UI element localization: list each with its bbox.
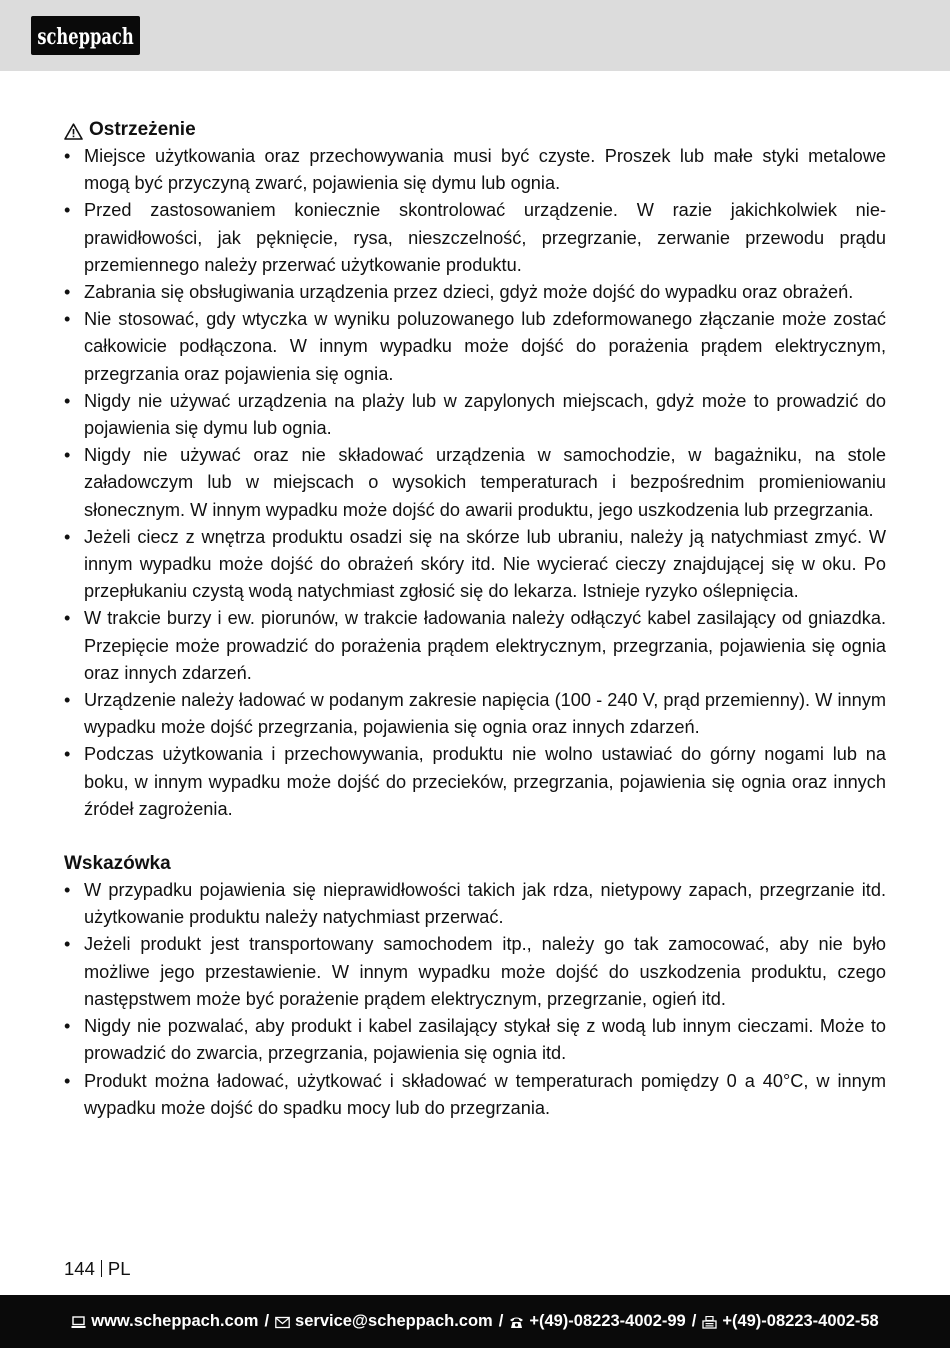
footer-fax[interactable]	[702, 1312, 878, 1331]
list-item: • Produkt można ładować, użytkować i składować w temperaturach pomiędzy 0 a 40°C, w innym wypadku może dojść do spadku mocy lub do przegrzania.	[64, 1068, 886, 1122]
bullet: •	[64, 146, 71, 166]
bullet: •	[64, 282, 71, 303]
list-item: • Nigdy nie używać oraz nie składować urządzenia w samochodzie, w bagażniku, na stole załadowczym lub w miejscach o wysokich temperaturach i bezpośrednim promieniowaniu słonecznym. W innym wypadku może dojść do awarii produktu, jego uszkodzenia lub przegrzania.	[64, 442, 886, 524]
footer-separator: /	[691, 1312, 697, 1330]
list-item: • Urządzenie należy ładować w podanym zakresie napięcia (100 - 240 V, prąd przemienny). W innym wypadku może dojść przegrzania, pojawienia się ognia oraz innych zdarzeń.	[64, 687, 886, 741]
footer-separator: /	[264, 1312, 270, 1330]
note-list	[64, 877, 886, 1122]
bullet: •	[64, 1070, 71, 1091]
list-item: • Nie stosować, gdy wtyczka w wyniku poluzowanego lub zdeformowanego złączanie może zostać całkowicie podłączona. W innym wypadku może dojść do porażenia prądem elektrycznym, przegrzania oraz pojawienia się ognia.	[64, 306, 886, 388]
bullet: •	[64, 690, 71, 711]
website-link[interactable]: www.scheppach.com	[91, 1312, 259, 1330]
warning-title: Ostrzeżenie	[89, 119, 196, 140]
page-header	[0, 0, 950, 71]
phone-icon	[509, 1315, 524, 1328]
bullet: •	[64, 744, 71, 765]
page-footer	[0, 1295, 950, 1348]
note-title: Wskazówka	[64, 853, 171, 875]
page-content	[64, 116, 886, 1122]
warning-heading	[64, 116, 886, 143]
bullet: •	[64, 880, 71, 901]
bullet: •	[64, 445, 71, 466]
footer-separator: /	[498, 1312, 504, 1330]
bullet: •	[64, 309, 71, 330]
bullet: •	[64, 390, 71, 411]
phone-number[interactable]: +(49)-08223-4002-99	[529, 1312, 686, 1330]
logo-wordmark	[34, 20, 137, 52]
page-number	[64, 1255, 131, 1282]
page-language: PL	[107, 1258, 131, 1279]
page-number-divider	[101, 1260, 102, 1277]
scheppach-logo	[31, 16, 140, 55]
list-item: • Nigdy nie używać urządzenia na plaży lub w zapylonych miejscach, gdyż może to prowadzić do pojawienia się dymu lub ognia.	[64, 388, 886, 442]
footer-phone[interactable]	[509, 1312, 685, 1331]
fax-icon	[702, 1315, 717, 1328]
warning-list	[64, 143, 886, 823]
list-item: • Przed zastosowaniem koniecznie skontrolować urządzenie. W razie jakichkolwiek nieprawidłowości, jak pęknięcie, rysa, nieszczelność, przegrzanie, zerwanie przewodu prądu przemiennego należy przerwać użytkowanie produktu.	[64, 197, 886, 279]
section-spacer	[64, 823, 886, 850]
bullet: •	[64, 934, 71, 955]
bullet: •	[64, 608, 71, 629]
list-item: • Podczas użytkowania i przechowywania, produktu nie wolno ustawiać do górny nogami lub na boku, w innym wypadku może dojść do przecieków, przegrzania, pojawienia się ognia oraz innych źródeł zagrożenia.	[64, 741, 886, 823]
note-heading	[64, 850, 886, 877]
computer-icon	[71, 1315, 86, 1328]
list-item: • Jeżeli ciecz z wnętrza produktu osadzi się na skórze lub ubraniu, należy ją natychmiast zmyć. W innym wypadku może dojść do obrażeń skóry itd. Nie wycierać cieczy znajdującej się w oku. Po przepłukaniu czystą wodą natychmiast zgłosić się do lekarza. Istnieje ryzyko oślepnięcia.	[64, 524, 886, 606]
list-item: • Miejsce użytkowania oraz przechowywania musi być czyste. Proszek lub małe styki metalowe mogą być przyczyną zwarć, pojawienia się dymu lub ognia.	[64, 143, 886, 197]
list-item: • Jeżeli produkt jest transportowany samochodem itp., należy go tak zamocować, aby nie było możliwe jego przestawienie. W innym wypadku może dojść do uszkodzenia produktu, czego następstwem może być porażenie prądem elektrycznym, przegrzanie, ogień itd.	[64, 931, 886, 1013]
fax-number[interactable]: +(49)-08223-4002-58	[722, 1312, 879, 1330]
list-item: • Nigdy nie pozwalać, aby produkt i kabel zasilający stykał się z wodą lub innym cieczami. Może to prowadzić do zwarcia, przegrzania, pojawienia się ognia itd.	[64, 1013, 886, 1067]
page-number-value: 144	[64, 1258, 95, 1279]
footer-website[interactable]	[71, 1312, 258, 1331]
warning-triangle-icon	[64, 121, 83, 138]
bullet: •	[64, 526, 71, 547]
footer-email[interactable]	[275, 1312, 493, 1331]
bullet: •	[64, 200, 71, 221]
list-item: • Zabrania się obsługiwania urządzenia przez dzieci, gdyż może dojść do wypadku oraz obrażeń.	[64, 279, 886, 306]
bullet: •	[64, 1016, 71, 1037]
list-item: • W przypadku pojawienia się nieprawidłowości takich jak rdza, nietypowy zapach, przegrzanie itd. użytkowanie produktu należy natychmiast przerwać.	[64, 877, 886, 931]
svg-text:scheppach: scheppach	[37, 23, 134, 50]
mail-icon	[275, 1315, 290, 1328]
list-item: • W trakcie burzy i ew. piorunów, w trakcie ładowania należy odłączyć kabel zasilający od gniazdka. Przepięcie może prowadzić do porażenia prądem elektrycznym, przegrzania, pojawienia się ognia oraz innych zdarzeń.	[64, 605, 886, 687]
email-link[interactable]: service@scheppach.com	[295, 1312, 493, 1330]
